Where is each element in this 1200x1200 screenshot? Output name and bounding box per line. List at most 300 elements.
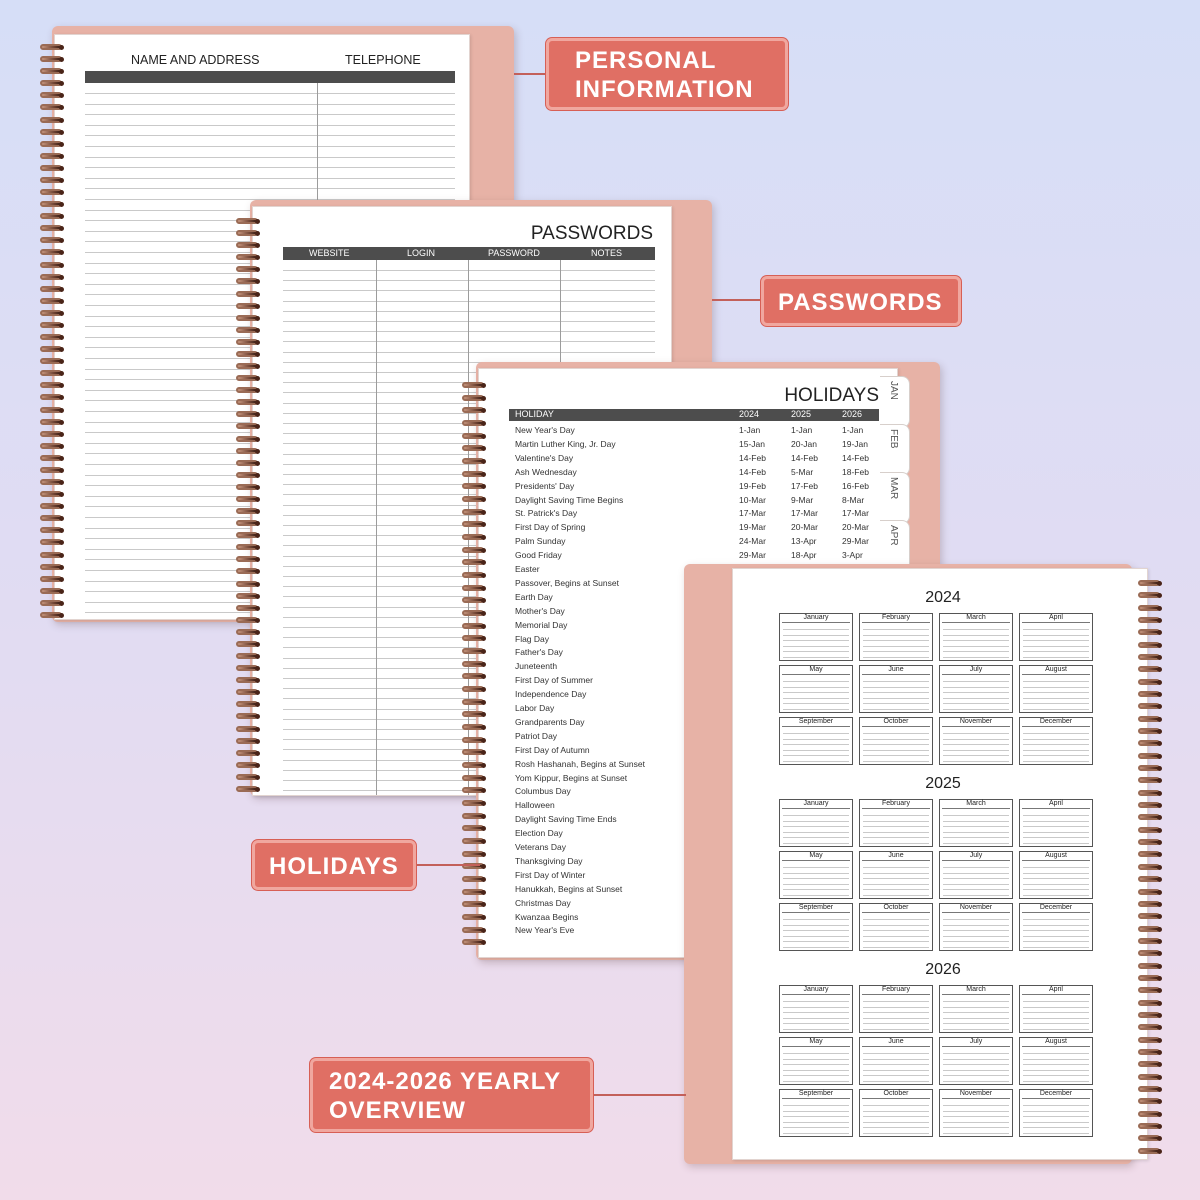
day-row xyxy=(943,750,1009,751)
month-name: November xyxy=(959,904,993,911)
month-name: January xyxy=(803,614,829,621)
holiday-name: Yom Kippur, Begins at Sunset xyxy=(515,772,628,783)
holiday-date: 19-Jan xyxy=(842,438,868,449)
day-row xyxy=(943,930,1009,931)
holiday-date: 1-Jan xyxy=(791,425,813,435)
day-row xyxy=(783,1018,849,1019)
day-row xyxy=(783,703,849,704)
weekday-row xyxy=(1022,1046,1090,1047)
day-row xyxy=(943,681,1009,682)
spiral-ring xyxy=(462,686,484,692)
spiral-ring xyxy=(236,544,258,550)
weekday-row xyxy=(782,674,850,675)
ruled-line xyxy=(283,352,655,353)
month-tab[interactable] xyxy=(880,424,910,476)
day-row xyxy=(863,878,929,879)
spiral-ring xyxy=(236,677,258,683)
spiral-binding xyxy=(1138,580,1162,1160)
month-calendar xyxy=(859,717,933,765)
spiral-ring xyxy=(40,129,62,135)
month-calendar xyxy=(1019,799,1093,847)
day-row xyxy=(783,867,849,868)
day-row xyxy=(943,755,1009,756)
holiday-name: Palm Sunday xyxy=(515,536,566,547)
day-row xyxy=(943,925,1009,926)
holiday-name: First Day of Spring xyxy=(515,522,586,533)
spiral-ring xyxy=(462,445,484,451)
weekday-row xyxy=(862,912,930,913)
day-row xyxy=(863,1111,929,1112)
month-calendar xyxy=(1019,1037,1093,1085)
spiral-binding xyxy=(462,382,486,952)
day-row xyxy=(863,755,929,756)
day-row xyxy=(863,761,929,762)
month-name: September xyxy=(798,904,834,911)
day-row xyxy=(863,1070,929,1071)
day-row xyxy=(1023,837,1089,838)
day-row xyxy=(863,919,929,920)
day-row xyxy=(783,1053,849,1054)
day-row xyxy=(943,629,1009,630)
spiral-ring xyxy=(40,370,62,376)
passwords-label xyxy=(761,276,961,326)
weekday-row xyxy=(1022,860,1090,861)
day-row xyxy=(943,1105,1009,1106)
spiral-ring xyxy=(1138,1123,1160,1129)
month-name: December xyxy=(1039,718,1073,725)
day-row xyxy=(863,681,929,682)
day-row xyxy=(863,750,929,751)
holiday-date: 3-Apr xyxy=(842,550,863,561)
day-row xyxy=(783,1127,849,1128)
day-row xyxy=(863,895,929,896)
year-heading: 2026 xyxy=(925,961,961,978)
spiral-ring xyxy=(462,597,484,603)
month-name: October xyxy=(883,718,909,725)
day-row xyxy=(943,1127,1009,1128)
telephone-header: TELEPHONE xyxy=(345,53,421,67)
holiday-name: Flag Day xyxy=(515,633,550,644)
day-row xyxy=(783,1116,849,1117)
holiday-date: 17-Mar xyxy=(842,508,869,519)
month-name: June xyxy=(888,852,904,859)
day-row xyxy=(943,1064,1009,1065)
spiral-ring xyxy=(1138,1049,1160,1055)
spiral-ring xyxy=(40,346,62,352)
spiral-ring xyxy=(1138,814,1160,820)
day-row xyxy=(783,1070,849,1071)
day-row xyxy=(783,635,849,636)
month-calendar xyxy=(859,851,933,899)
month-calendar xyxy=(859,985,933,1033)
weekday-row xyxy=(942,994,1010,995)
spiral-ring xyxy=(1138,851,1160,857)
month-name: March xyxy=(966,986,986,993)
spiral-ring xyxy=(40,310,62,316)
spiral-ring xyxy=(236,254,258,260)
month-calendar xyxy=(939,851,1013,899)
month-calendar xyxy=(939,665,1013,713)
month-name: August xyxy=(1045,666,1067,673)
day-row xyxy=(863,744,929,745)
month-tab-label: APR xyxy=(888,525,899,546)
spiral-ring xyxy=(1138,1111,1160,1117)
col-2026: 2026 xyxy=(842,409,863,419)
day-row xyxy=(863,739,929,740)
day-row xyxy=(783,878,849,879)
day-row xyxy=(863,692,929,693)
spiral-ring xyxy=(40,153,62,159)
spiral-ring xyxy=(40,237,62,243)
day-row xyxy=(943,635,1009,636)
weekday-row xyxy=(862,860,930,861)
holiday-date: 24-Mar xyxy=(739,536,766,547)
holiday-date: 15-Jan xyxy=(739,438,765,449)
weekday-row xyxy=(782,622,850,623)
ruled-line xyxy=(283,311,655,312)
spiral-ring xyxy=(462,572,484,578)
holiday-name: Earth Day xyxy=(515,591,553,602)
month-calendar xyxy=(779,903,853,951)
spiral-ring xyxy=(462,939,484,945)
month-calendar xyxy=(1019,1089,1093,1137)
spiral-ring xyxy=(40,68,62,74)
month-calendar xyxy=(939,985,1013,1033)
spiral-ring xyxy=(236,593,258,599)
col-2025: 2025 xyxy=(791,409,812,419)
day-row xyxy=(863,1105,929,1106)
spiral-ring xyxy=(236,532,258,538)
spiral-ring xyxy=(1138,679,1160,685)
spiral-ring xyxy=(236,629,258,635)
day-row xyxy=(863,1001,929,1002)
spiral-ring xyxy=(40,455,62,461)
weekday-row xyxy=(862,674,930,675)
holiday-name: Independence Day xyxy=(515,689,587,700)
month-tab-label: FEB xyxy=(888,429,899,449)
spiral-ring xyxy=(1138,1098,1160,1104)
holiday-date: 8-Mar xyxy=(842,494,865,505)
month-tab-label: MAR xyxy=(888,477,899,500)
month-calendar xyxy=(779,717,853,765)
holiday-date: 29-Mar xyxy=(739,550,766,561)
yearly-overview-planner xyxy=(684,562,1164,1168)
spiral-ring xyxy=(40,334,62,340)
spiral-ring xyxy=(1138,1037,1160,1043)
holiday-date: 1-Jan xyxy=(739,425,761,435)
spiral-ring xyxy=(1138,790,1160,796)
spiral-ring xyxy=(40,394,62,400)
day-row xyxy=(783,1029,849,1030)
spiral-ring xyxy=(236,399,258,405)
ruled-line xyxy=(283,331,655,332)
spiral-ring xyxy=(236,303,258,309)
day-row xyxy=(943,651,1009,652)
day-row xyxy=(783,1059,849,1060)
day-row xyxy=(1023,1007,1089,1008)
holiday-name: Veterans Day xyxy=(515,842,567,852)
day-row xyxy=(1023,878,1089,879)
spiral-ring xyxy=(236,786,258,792)
spiral-ring xyxy=(236,568,258,574)
spiral-ring xyxy=(40,44,62,50)
day-row xyxy=(943,1001,1009,1002)
spiral-ring xyxy=(1138,1000,1160,1006)
year-heading: 2024 xyxy=(925,589,961,606)
day-row xyxy=(863,837,929,838)
col-holiday: HOLIDAY xyxy=(515,409,554,419)
spiral-ring xyxy=(236,617,258,623)
day-row xyxy=(863,925,929,926)
spiral-ring xyxy=(40,358,62,364)
weekday-row xyxy=(782,912,850,913)
spiral-ring xyxy=(1138,592,1160,598)
spiral-ring xyxy=(1138,765,1160,771)
spiral-ring xyxy=(40,80,62,86)
spiral-ring xyxy=(462,648,484,654)
day-row xyxy=(783,889,849,890)
day-row xyxy=(863,930,929,931)
ruled-line xyxy=(85,188,455,189)
day-row xyxy=(1023,1012,1089,1013)
day-row xyxy=(1023,843,1089,844)
ruled-line xyxy=(85,157,455,158)
day-row xyxy=(863,1122,929,1123)
day-row xyxy=(1023,873,1089,874)
day-row xyxy=(863,873,929,874)
day-row xyxy=(943,1070,1009,1071)
spiral-ring xyxy=(462,711,484,717)
day-row xyxy=(1023,919,1089,920)
spiral-ring xyxy=(236,351,258,357)
month-calendar xyxy=(1019,717,1093,765)
month-name: January xyxy=(803,986,829,993)
spiral-ring xyxy=(462,433,484,439)
spiral-ring xyxy=(1138,740,1160,746)
spiral-ring xyxy=(40,431,62,437)
spiral-ring xyxy=(40,104,62,110)
day-row xyxy=(943,936,1009,937)
month-calendar xyxy=(939,903,1013,951)
weekday-row xyxy=(862,994,930,995)
day-row xyxy=(1023,1116,1089,1117)
weekday-row xyxy=(862,726,930,727)
holiday-name: Martin Luther King, Jr. Day xyxy=(515,438,616,449)
holiday-row xyxy=(515,425,898,439)
month-calendar xyxy=(939,1037,1013,1085)
spiral-ring xyxy=(1138,580,1160,586)
month-name: August xyxy=(1045,852,1067,859)
spiral-ring xyxy=(236,726,258,732)
spiral-ring xyxy=(236,218,258,224)
spiral-ring xyxy=(236,278,258,284)
holidays-header-bar xyxy=(509,409,879,421)
month-name: June xyxy=(888,1038,904,1045)
day-row xyxy=(783,657,849,658)
spiral-ring xyxy=(40,576,62,582)
weekday-row xyxy=(1022,622,1090,623)
yearly-overview-page xyxy=(732,568,1148,1160)
month-calendar xyxy=(779,1089,853,1137)
col-website: WEBSITE xyxy=(309,248,350,258)
spiral-ring xyxy=(462,787,484,793)
month-name: December xyxy=(1039,1090,1073,1097)
holiday-name: Ash Wednesday xyxy=(515,466,577,477)
day-row xyxy=(863,889,929,890)
holiday-row xyxy=(515,481,898,495)
spiral-ring xyxy=(462,762,484,768)
day-row xyxy=(943,1122,1009,1123)
spiral-ring xyxy=(236,315,258,321)
holiday-name: Daylight Saving Time Ends xyxy=(515,814,617,825)
holiday-name: Patriot Day xyxy=(515,730,558,741)
holiday-date: 16-Feb xyxy=(842,480,869,491)
day-row xyxy=(943,1029,1009,1030)
month-name: May xyxy=(809,666,823,673)
spiral-ring xyxy=(462,876,484,882)
spiral-ring xyxy=(1138,938,1160,944)
month-name: November xyxy=(959,1090,993,1097)
month-name: February xyxy=(881,614,910,621)
day-row xyxy=(943,1059,1009,1060)
holidays-label-text: HOLIDAYS xyxy=(269,853,399,880)
spiral-ring xyxy=(40,503,62,509)
day-row xyxy=(863,936,929,937)
ruled-line xyxy=(283,280,655,281)
day-row xyxy=(863,646,929,647)
holiday-date: 14-Feb xyxy=(842,452,869,463)
spiral-ring xyxy=(236,641,258,647)
spiral-ring xyxy=(236,291,258,297)
name-address-header: NAME AND ADDRESS xyxy=(131,53,260,67)
month-calendar xyxy=(779,613,853,661)
day-row xyxy=(783,925,849,926)
day-row xyxy=(1023,815,1089,816)
month-name: April xyxy=(1048,986,1063,993)
year-heading: 2025 xyxy=(925,775,961,792)
col-login: LOGIN xyxy=(407,248,436,258)
spiral-ring xyxy=(462,547,484,553)
month-calendar xyxy=(1019,985,1093,1033)
day-row xyxy=(1023,1111,1089,1112)
day-row xyxy=(1023,895,1089,896)
spiral-ring xyxy=(40,491,62,497)
day-row xyxy=(863,1127,929,1128)
holiday-name: Christmas Day xyxy=(515,897,571,908)
weekday-row xyxy=(942,1098,1010,1099)
day-row xyxy=(1023,826,1089,827)
holiday-name: First Day of Summer xyxy=(515,675,593,686)
day-row xyxy=(1023,692,1089,693)
day-row xyxy=(1023,651,1089,652)
day-row xyxy=(1023,755,1089,756)
connector-passwords xyxy=(712,299,764,301)
day-row xyxy=(863,1116,929,1117)
holiday-date: 14-Feb xyxy=(739,466,766,477)
day-row xyxy=(863,651,929,652)
day-row xyxy=(783,1081,849,1082)
spiral-ring xyxy=(40,177,62,183)
holiday-name: Father's Day xyxy=(515,647,563,658)
day-row xyxy=(783,651,849,652)
day-row xyxy=(863,709,929,710)
day-row xyxy=(863,941,929,942)
month-name: July xyxy=(969,852,983,859)
spiral-ring xyxy=(1138,975,1160,981)
day-row xyxy=(943,1133,1009,1134)
day-row xyxy=(943,1012,1009,1013)
holiday-date: 19-Feb xyxy=(739,480,766,491)
spiral-ring xyxy=(40,165,62,171)
weekday-row xyxy=(1022,1098,1090,1099)
month-calendar xyxy=(859,665,933,713)
spiral-ring xyxy=(40,56,62,62)
spiral-ring xyxy=(40,249,62,255)
spiral-ring xyxy=(236,423,258,429)
spiral-ring xyxy=(1138,901,1160,907)
holiday-name: Valentine's Day xyxy=(515,452,574,463)
spiral-ring xyxy=(462,927,484,933)
day-row xyxy=(1023,739,1089,740)
passwords-title: PASSWORDS xyxy=(530,223,653,244)
spiral-ring xyxy=(462,673,484,679)
spiral-ring xyxy=(236,242,258,248)
day-row xyxy=(943,843,1009,844)
spiral-ring xyxy=(1138,617,1160,623)
day-row xyxy=(863,821,929,822)
spiral-ring xyxy=(40,552,62,558)
ruled-line xyxy=(85,146,455,147)
day-row xyxy=(1023,640,1089,641)
holiday-row xyxy=(515,536,898,550)
spiral-ring xyxy=(236,460,258,466)
holiday-date: 14-Feb xyxy=(791,452,818,463)
day-row xyxy=(783,750,849,751)
day-row xyxy=(943,1081,1009,1082)
spiral-ring xyxy=(462,623,484,629)
day-row xyxy=(943,878,1009,879)
month-calendar xyxy=(939,1089,1013,1137)
day-row xyxy=(863,1018,929,1019)
spiral-ring xyxy=(462,521,484,527)
holiday-date: 18-Feb xyxy=(842,466,869,477)
day-row xyxy=(783,837,849,838)
holiday-date: 1-Jan xyxy=(842,425,864,435)
month-name: October xyxy=(883,1090,909,1097)
month-calendar xyxy=(779,985,853,1033)
spiral-ring xyxy=(1138,926,1160,932)
day-row xyxy=(783,687,849,688)
day-row xyxy=(783,895,849,896)
month-tab[interactable] xyxy=(880,472,910,524)
month-tab[interactable] xyxy=(880,376,910,428)
day-row xyxy=(783,815,849,816)
day-row xyxy=(783,1023,849,1024)
day-row xyxy=(1023,821,1089,822)
day-row xyxy=(1023,867,1089,868)
day-row xyxy=(863,1075,929,1076)
spiral-ring xyxy=(236,363,258,369)
spiral-ring xyxy=(1138,716,1160,722)
day-row xyxy=(863,687,929,688)
day-row xyxy=(943,895,1009,896)
spiral-ring xyxy=(462,775,484,781)
weekday-row xyxy=(942,808,1010,809)
day-row xyxy=(863,843,929,844)
month-name: November xyxy=(959,718,993,725)
day-row xyxy=(1023,884,1089,885)
holiday-date: 14-Feb xyxy=(739,452,766,463)
